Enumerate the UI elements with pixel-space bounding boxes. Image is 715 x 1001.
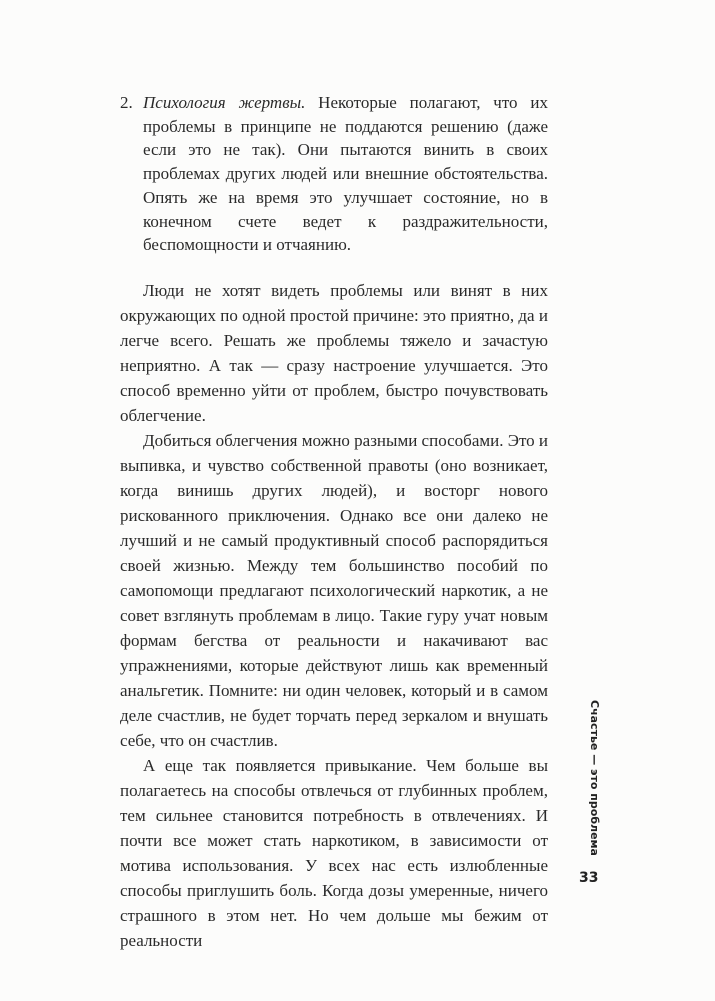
paragraph: Люди не хотят видеть проблемы или винят в них окружающих по одной простой причине: это приятно, да и легче всего. Решать же проблемы тяжело и зачастую неприятно. А так — сразу настроение улучшается. Это способ временно уйти от проблем, быстро почувствовать облегчение. xyxy=(120,281,548,425)
paragraph: А еще так появляется привыкание. Чем больше вы полагаетесь на способы отвлечься от глубинных проблем, тем сильнее становится потребность в отвлечениях. И почти все может стать наркотиком, в зависимости от мотива использования. У всех нас есть излюбленные способы приглушить боль. Когда дозы умеренные, ничего страшного в этом нет. Но чем дольше мы бежим от реальности xyxy=(120,756,548,950)
list-item-term: Психология жертвы. xyxy=(143,93,306,112)
list-item-text xyxy=(143,91,548,257)
list-number: 2. xyxy=(120,93,133,112)
body-text xyxy=(120,278,548,953)
numbered-list-item xyxy=(120,91,548,257)
running-header: Счастье — это проблема xyxy=(588,700,601,856)
page-number: 33 xyxy=(579,870,599,886)
list-item-body: Некоторые полагают, что их проблемы в принципе не поддаются решению (даже если это не так). Они пытаются винить в своих проблемах других людей или внешние обстоятельства. Опять же на время это улучшает состояние, но в конечном счете ведет к раздражительности, беспомощности и отчаянию. xyxy=(143,93,548,255)
paragraph: Добиться облегчения можно разными способами. Это и выпивка, и чувство собственной правоты (оно возникает, когда винишь других людей), и восторг нового рискованного приключения. Однако все они далеко не лучший и не самый продуктивный способ распорядиться своей жизнью. Между тем большинство пособий по самопомощи предлагают психологический наркотик, а не совет взглянуть проблемам в лицо. Такие гуру учат новым формам бегства от реальности и накачивают вас упражнениями, которые действуют лишь как временный анальгетик. Помните: ни один человек, который и в самом деле счастлив, не будет торчать перед зеркалом и внушать себе, что он счастлив. xyxy=(120,431,548,750)
